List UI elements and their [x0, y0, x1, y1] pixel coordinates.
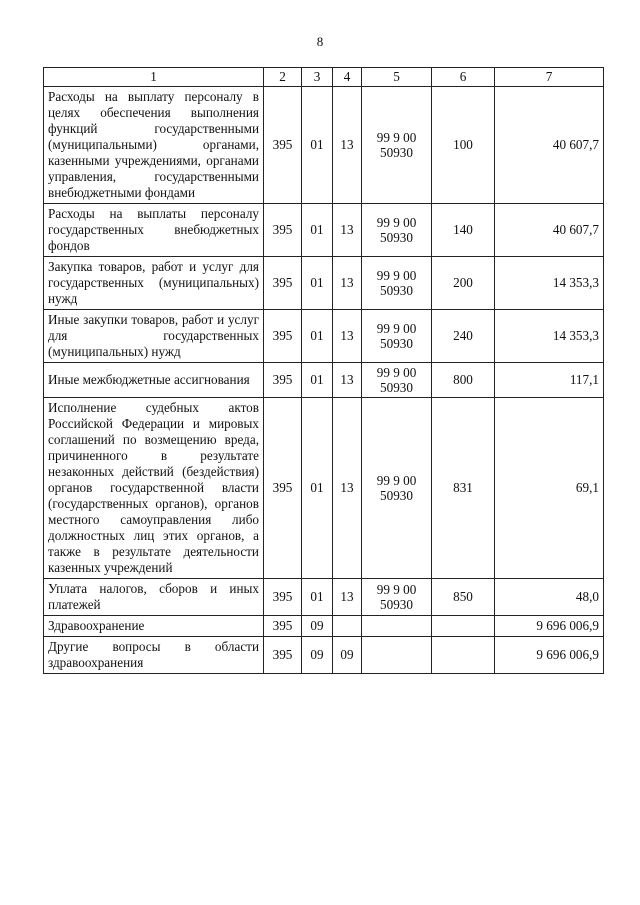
row-name: Иные закупки товаров, работ и услуг для государственных (муниципальных) нужд	[44, 310, 264, 363]
row-ved: 395	[264, 87, 302, 204]
row-csr-part-a: 99 9 00	[376, 365, 417, 380]
row-csr	[362, 579, 432, 616]
row-rz: 01	[302, 204, 333, 257]
row-name: Исполнение судебных актов Российской Федерации и мировых соглашений по возмещению вреда, причиненного в результате незаконных действий (бездействия) органов государственной власти (государственных органов), органов местного самоуправления либо должностных лиц этих органов, а также в результате деятельности казенных учреждений	[44, 398, 264, 579]
row-rz: 09	[302, 637, 333, 674]
row-sum: 69,1	[495, 398, 604, 579]
row-vr: 850	[432, 579, 495, 616]
row-rz: 01	[302, 310, 333, 363]
row-csr-part-b: 50930	[380, 597, 413, 612]
table-row	[44, 637, 604, 674]
row-csr-part-b: 50930	[380, 283, 413, 298]
row-csr	[362, 204, 432, 257]
row-csr-part-a: 99 9 00	[376, 473, 417, 488]
table-row	[44, 398, 604, 579]
row-sum: 40 607,7	[495, 204, 604, 257]
row-sum: 40 607,7	[495, 87, 604, 204]
row-pr: 13	[333, 87, 362, 204]
table-row	[44, 616, 604, 637]
page-number: 8	[316, 34, 324, 49]
row-rz: 01	[302, 579, 333, 616]
row-rz: 01	[302, 87, 333, 204]
row-ved: 395	[264, 637, 302, 674]
row-rz: 01	[302, 257, 333, 310]
row-pr: 13	[333, 257, 362, 310]
table-row	[44, 257, 604, 310]
row-vr	[432, 616, 495, 637]
row-csr-part-a: 99 9 00	[376, 130, 417, 145]
row-csr	[362, 398, 432, 579]
row-rz: 09	[302, 616, 333, 637]
row-name: Иные межбюджетные ассигнования	[44, 363, 264, 398]
table-row	[44, 204, 604, 257]
table-row	[44, 579, 604, 616]
row-csr-part-b: 50930	[380, 380, 413, 395]
row-vr: 800	[432, 363, 495, 398]
row-ved: 395	[264, 310, 302, 363]
row-csr	[362, 363, 432, 398]
header-col-6: 6	[432, 68, 495, 87]
row-csr	[362, 87, 432, 204]
header-col-1: 1	[44, 68, 264, 87]
row-pr: 13	[333, 579, 362, 616]
row-sum: 117,1	[495, 363, 604, 398]
row-rz: 01	[302, 398, 333, 579]
row-vr: 240	[432, 310, 495, 363]
row-pr	[333, 616, 362, 637]
row-vr: 140	[432, 204, 495, 257]
row-csr-part-a: 99 9 00	[376, 268, 417, 283]
row-sum: 14 353,3	[495, 310, 604, 363]
row-name: Здравоохранение	[44, 616, 264, 637]
row-name: Расходы на выплату персоналу в целях обеспечения выполнения функций государственными (муниципальными) органами, казенными учреждениями, органами управления, государственными внебюджетными фондами	[44, 87, 264, 204]
row-sum: 9 696 006,9	[495, 616, 604, 637]
row-pr: 09	[333, 637, 362, 674]
row-pr: 13	[333, 398, 362, 579]
row-vr: 200	[432, 257, 495, 310]
row-ved: 395	[264, 204, 302, 257]
row-vr	[432, 637, 495, 674]
row-csr	[362, 257, 432, 310]
row-sum: 9 696 006,9	[495, 637, 604, 674]
row-vr: 100	[432, 87, 495, 204]
row-csr-part-b: 50930	[380, 336, 413, 351]
header-col-7: 7	[495, 68, 604, 87]
row-ved: 395	[264, 398, 302, 579]
row-csr-part-a: 99 9 00	[376, 582, 417, 597]
row-name: Уплата налогов, сборов и иных платежей	[44, 579, 264, 616]
budget-table	[43, 67, 604, 674]
row-ved: 395	[264, 363, 302, 398]
row-pr: 13	[333, 204, 362, 257]
row-csr-part-b: 50930	[380, 230, 413, 245]
row-csr-part-b: 50930	[380, 145, 413, 160]
row-name: Закупка товаров, работ и услуг для государственных (муниципальных) нужд	[44, 257, 264, 310]
row-ved: 395	[264, 579, 302, 616]
header-col-4: 4	[333, 68, 362, 87]
row-csr	[362, 616, 432, 637]
row-ved: 395	[264, 616, 302, 637]
row-csr-part-a: 99 9 00	[376, 215, 417, 230]
row-name: Расходы на выплаты персоналу государственных внебюджетных фондов	[44, 204, 264, 257]
row-csr	[362, 637, 432, 674]
row-pr: 13	[333, 310, 362, 363]
table-row	[44, 87, 604, 204]
row-sum: 48,0	[495, 579, 604, 616]
row-pr: 13	[333, 363, 362, 398]
table-row	[44, 363, 604, 398]
header-col-2: 2	[264, 68, 302, 87]
row-sum: 14 353,3	[495, 257, 604, 310]
row-csr-part-a: 99 9 00	[376, 321, 417, 336]
row-name: Другие вопросы в области здравоохранения	[44, 637, 264, 674]
row-csr	[362, 310, 432, 363]
row-ved: 395	[264, 257, 302, 310]
header-col-3: 3	[302, 68, 333, 87]
table-row	[44, 310, 604, 363]
row-vr: 831	[432, 398, 495, 579]
row-csr-part-b: 50930	[380, 488, 413, 503]
row-rz: 01	[302, 363, 333, 398]
header-row	[44, 68, 604, 87]
header-col-5: 5	[362, 68, 432, 87]
